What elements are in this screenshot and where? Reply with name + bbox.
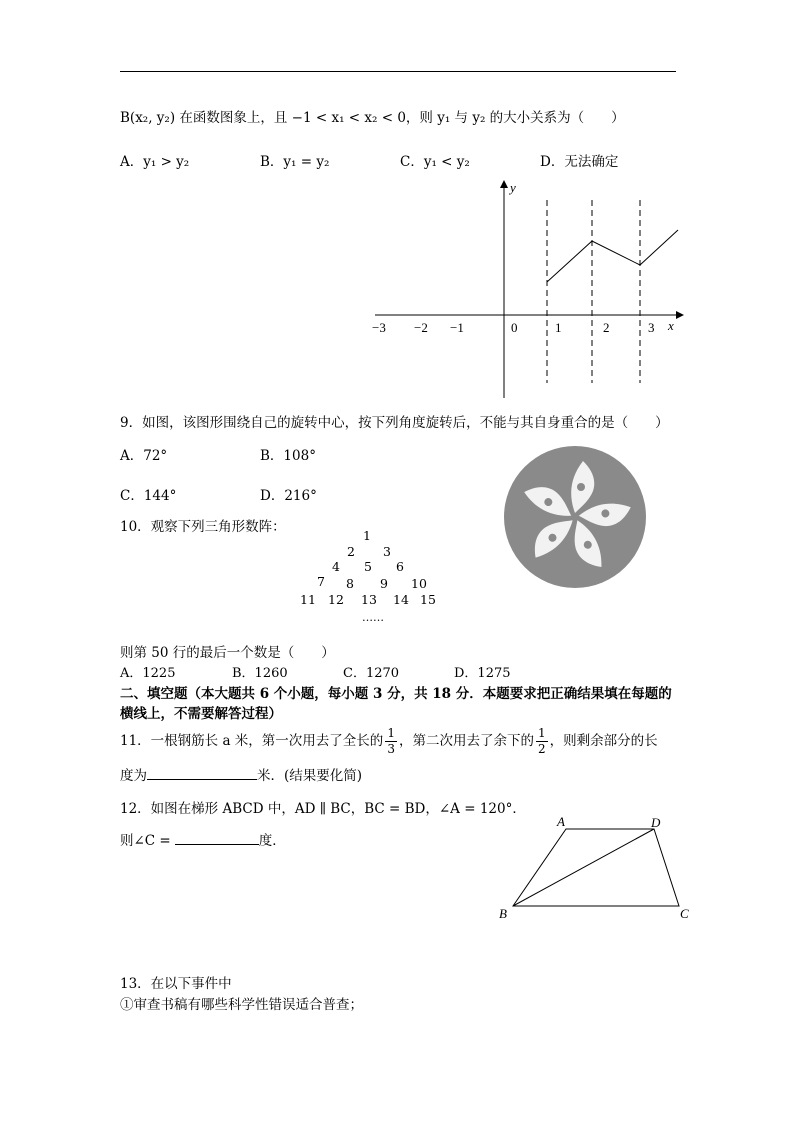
tick-1: 1 [555, 320, 562, 335]
q10-option-d: D．1275 [454, 666, 511, 681]
triangle-row-4-b: 8 [346, 576, 354, 591]
vertex-label-a: A [557, 814, 565, 829]
q8-option-d: D．无法确定 [540, 154, 619, 170]
function-graph [370, 178, 684, 400]
q10-question: 则第 50 行的最后一个数是（ ） [120, 645, 335, 661]
triangle-row-2-b: 3 [383, 544, 391, 559]
q9-stem: 9．如图，该图形围绕自己的旋转中心，按下列角度旋转后，不能与其自身重合的是（ ） [120, 415, 669, 431]
q8-option-c: C．y₁ < y₂ [400, 154, 470, 170]
triangle-row-5-a: 11 [300, 592, 316, 607]
triangle-row-4-c: 9 [380, 576, 388, 591]
bauhinia-flower-icon [503, 445, 647, 589]
section-2-title-line2: 横线上，不需要解答过程） [120, 706, 282, 722]
vertex-label-d: D [651, 815, 661, 830]
q13-item-1: ①审查书稿有哪些科学性错误适合普查； [120, 997, 363, 1013]
q11-frac2-denominator: 2 [537, 742, 546, 756]
trapezoid-figure [494, 812, 694, 924]
q11-frac2-numerator: 1 [537, 726, 546, 740]
q10-option-b: B．1260 [232, 666, 288, 681]
q11-line2-suffix: 米．(结果要化简) [257, 768, 363, 784]
tick-neg3: −3 [372, 320, 386, 335]
triangle-row-3-a: 4 [332, 559, 340, 574]
triangle-row-4-a: 7 [317, 574, 325, 589]
function-curve [547, 230, 678, 282]
q11-frac1-numerator: 1 [387, 726, 395, 740]
y-axis-arrow [500, 180, 508, 188]
q12-line2 [120, 829, 286, 849]
q12-line2-prefix: 则∠C = [120, 833, 171, 849]
q11-fraction-1 [385, 726, 397, 757]
q11-line1 [120, 726, 658, 757]
q8-option-a: A．y₁ > y₂ [120, 154, 190, 170]
q12-stem: 12．如图在梯形 ABCD 中，AD ∥ BC，BC = BD，∠A = 120°． [120, 801, 526, 817]
q11-part1: 11．一根钢筋长 a 米，第一次用去了全长的 [120, 733, 384, 749]
q11-line2 [120, 764, 362, 784]
q13-stem: 13．在以下事件中 [120, 976, 232, 992]
triangle-ellipsis: …… [362, 611, 384, 624]
triangle-row-5-b: 12 [328, 592, 344, 607]
triangle-row-3-b: 5 [364, 559, 372, 574]
q11-frac1-denominator: 3 [387, 742, 395, 756]
q10-option-a: A．1225 [120, 666, 176, 681]
triangle-row-5-c: 13 [361, 592, 377, 607]
q11-answer-blank[interactable] [147, 765, 257, 780]
triangle-row-2-a: 2 [347, 544, 355, 559]
q9-option-c: C．144° [120, 488, 177, 504]
triangle-row-4-d: 10 [411, 576, 427, 591]
triangle-row-5-e: 15 [420, 592, 436, 607]
triangle-row-3-c: 6 [396, 559, 404, 574]
y-axis-label: y [510, 180, 516, 195]
tick-neg1: −1 [450, 320, 464, 335]
q8-option-b: B．y₁ = y₂ [260, 154, 330, 170]
q11-part3: ，则剩余部分的长 [549, 733, 658, 749]
q9-option-a: A．72° [120, 448, 168, 464]
q9-option-b: B．108° [260, 448, 316, 464]
tick-0: 0 [511, 320, 518, 335]
q11-part2: ，第二次用去了余下的 [398, 733, 534, 749]
q12-line2-suffix: 度． [258, 833, 286, 849]
q10-option-c: C．1270 [343, 666, 400, 681]
header-rule [120, 71, 676, 72]
vertex-label-b: B [499, 906, 507, 921]
x-axis-arrow [676, 311, 684, 319]
tick-3: 3 [648, 320, 655, 335]
x-axis-label: x [668, 318, 674, 333]
q11-fraction-2 [536, 726, 548, 757]
q10-stem: 10．观察下列三角形数阵： [120, 519, 286, 535]
diagonal-bd [513, 829, 654, 906]
q12-answer-blank[interactable] [175, 830, 259, 845]
trapezoid-abcd [513, 829, 679, 906]
q9-option-d: D．216° [260, 488, 317, 504]
tick-2: 2 [603, 320, 610, 335]
q8-stem: B(x₂, y₂) 在函数图象上，且 −1 < x₁ < x₂ < 0，则 y₁ 与 y₂ 的大小关系为（ ） [120, 110, 625, 126]
section-2-title-line1: 二、填空题（本大题共 6 个小题，每小题 3 分，共 18 分．本题要求把正确结果填在每题的 [120, 686, 672, 702]
triangle-row-1: 1 [363, 528, 371, 543]
vertex-label-c: C [680, 906, 689, 921]
q11-line2-prefix: 度为 [120, 768, 147, 784]
tick-neg2: −2 [414, 320, 428, 335]
triangle-row-5-d: 14 [393, 592, 409, 607]
